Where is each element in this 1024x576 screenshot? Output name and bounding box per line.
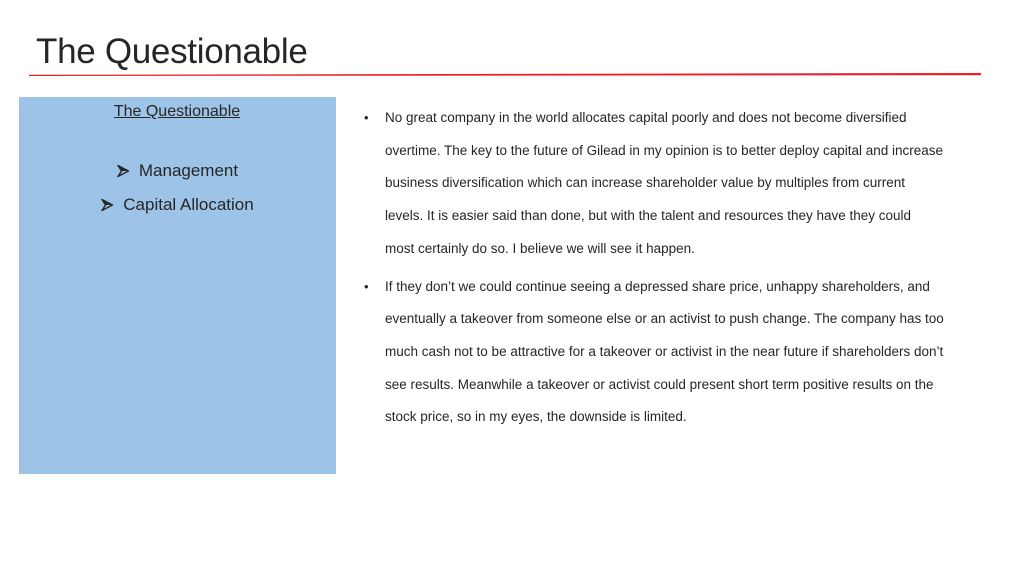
bullet-dot: •	[364, 278, 369, 294]
bullet-text: If they don’t we could continue seeing a depressed share price, unhappy shareholders, and eventually a takeover from someone else or an activist to push change. The company has too much cash not to be attractive for a takeover or activist in the near future if shareholders don’t see results. Meanwhile a takeover or activist could present short term positive results on the stock price, so in my eyes, the downside is limited.	[385, 278, 944, 425]
panel-heading: The Questionable	[113, 103, 241, 120]
slide-title: The Questionable	[36, 32, 308, 71]
title-underline	[29, 73, 981, 76]
panel-item-label: Management	[138, 161, 239, 180]
bullet-dot: •	[364, 110, 369, 125]
panel-list	[19, 154, 336, 222]
body-bullets	[364, 102, 944, 439]
arrowhead-bullet-icon	[101, 199, 113, 211]
bullet-takeover-risk	[364, 271, 944, 435]
panel-item-management	[19, 154, 336, 188]
bullet-capital-allocation	[364, 102, 944, 266]
arrowhead-bullet-icon	[117, 165, 129, 177]
panel-item-label: Capital Allocation	[123, 195, 254, 214]
bullet-text: No great company in the world allocates capital poorly and does not become diversified overtime. The key to the future of Gilead in my opinion is to better deploy capital and increase business diversification which can increase shareholder value by multiples from current levels. It is easier said than done, but with the talent and resources they have they could most certainly do so. I believe we will see it happen.	[385, 110, 944, 256]
panel-item-capital-allocation	[19, 188, 336, 222]
